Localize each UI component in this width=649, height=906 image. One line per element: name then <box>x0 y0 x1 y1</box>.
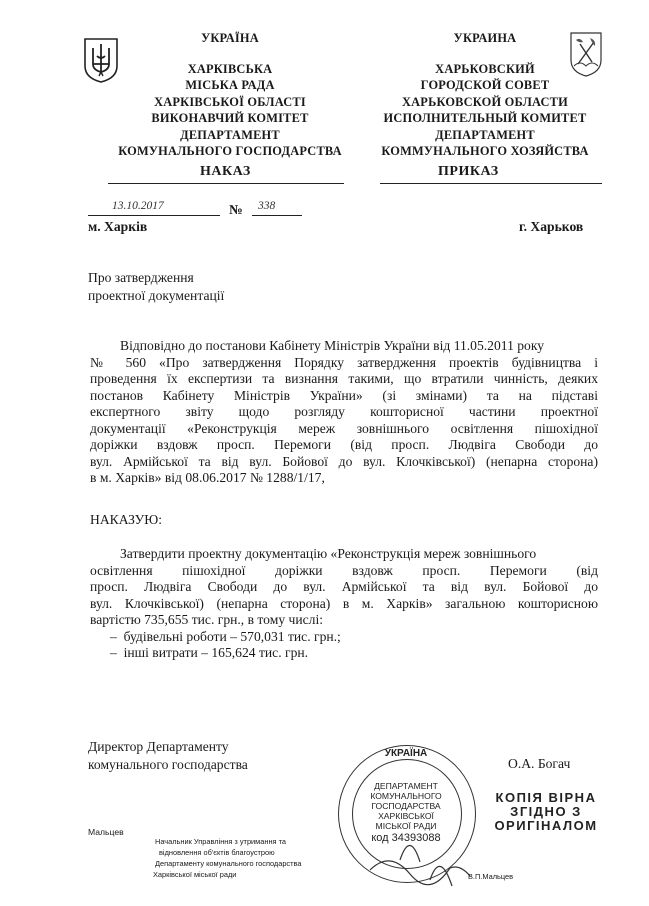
certifier-line: Начальник Управління з утримання та <box>155 837 287 846</box>
city-ua: м. Харків <box>88 219 148 234</box>
certifier-line: Харківської міської ради <box>153 870 237 879</box>
order-word: НАКАЗУЮ: <box>90 512 163 527</box>
preamble-line: в м. Харків» від 08.06.2017 № 1288/1/17, <box>90 470 325 485</box>
order-body <box>90 546 598 662</box>
doc-type-ru: ПРИКАЗ <box>438 164 499 179</box>
doc-type-ua: НАКАЗ <box>200 164 251 179</box>
stamp-line: ГОСПОДАРСТВА <box>371 801 441 811</box>
preamble <box>90 338 598 487</box>
header-right-country: УКРАИНА <box>453 31 517 45</box>
position-line: комунального господарства <box>88 757 248 772</box>
copy-stamp-line: ОРИГІНАЛОМ <box>494 818 598 833</box>
list-item <box>90 645 598 662</box>
stamp-code: код 34393088 <box>371 832 441 844</box>
header-left-line: ВИКОНАВЧИЙ КОМІТЕТ <box>151 111 309 125</box>
official-stamp <box>338 745 478 885</box>
body-line: Затвердити проектну документацію «Реконструкція мереж зовнішнього <box>120 546 537 561</box>
certifier-name: В.П.Мальцев <box>468 872 514 881</box>
subject-line: Про затвердження <box>88 270 194 285</box>
preamble-line: вул. Армійської та від вул. Бойової до вул. Клочківської) (непарна сторона) <box>90 453 598 469</box>
header-left-line: ХАРКІВСЬКОЇ ОБЛАСТІ <box>154 94 306 109</box>
preamble-line: № 560 «Про затвердження Порядку затвердження проектів будівництва і <box>90 354 598 370</box>
list-dash: – <box>110 645 117 660</box>
preamble-line: документації «Реконструкція мереж зовнішнього освітлення пішохідної <box>90 420 598 436</box>
date-underline <box>88 215 220 216</box>
preamble-line: проведення їх експертизи та визнання такими, що втратили чинність, деяких <box>90 371 598 386</box>
subject-line: проектної документації <box>88 288 225 303</box>
preamble-line: Відповідно до постанови Кабінету Міністрів України від 11.05.2011 року <box>120 338 545 353</box>
body-line: вул. Клочківської) (непарна сторона) в м. Харків» загальною кошторисною <box>90 595 598 611</box>
preamble-line: постанов Кабінету Міністрів України» (зі змінами) та на підставі <box>90 387 598 403</box>
certifier-line: Департаменту комунального господарства <box>155 859 302 868</box>
list-dash: – <box>110 628 117 644</box>
header-right-line: ГОРОДСКОЙ СОВЕТ <box>420 78 550 92</box>
header-left <box>110 30 350 160</box>
header-right-line: КОММУНАЛЬНОГО ХОЗЯЙСТВА <box>381 144 589 158</box>
header-left-line: КОМУНАЛЬНОГО ГОСПОДАРСТВА <box>118 144 342 158</box>
copy-stamp-line: ЗГІДНО З <box>510 804 582 819</box>
kharkiv-emblem-icon <box>568 30 604 78</box>
body-line: просп. Людвіга Свободи до вул. Армійської та від вул. Бойової до <box>90 579 598 594</box>
list-item-text: інші витрати – 165,624 тис. грн. <box>123 645 309 660</box>
preamble-line: експертного звіту щодо розгляду кошторисної частини проектної <box>90 404 598 419</box>
number-underline <box>252 215 302 216</box>
list-item <box>90 629 598 646</box>
divider <box>108 183 344 184</box>
position-line: Директор Департаменту <box>88 739 229 754</box>
divider <box>380 183 602 184</box>
body-line: освітлення пішохідної доріжки вздовж просп. Перемоги (від <box>90 562 598 578</box>
header-right-line: ИСПОЛНИТЕЛЬНЫЙ КОМИТЕТ <box>383 111 587 125</box>
header-left-line: ДЕПАРТАМЕНТ <box>180 127 280 142</box>
stamp-line: МІСЬКОЇ РАДИ <box>375 821 437 831</box>
body-line: вартістю 735,655 тис. грн., в тому числі: <box>90 612 323 627</box>
order-date: 13.10.2017 <box>112 200 164 212</box>
executor: Мальцев <box>88 827 124 837</box>
copy-certified-stamp <box>490 791 602 833</box>
signatory-name: О.А. Богач <box>508 756 571 771</box>
stamp-lines <box>356 781 456 843</box>
header-right-line: ХАРЬКОВСКИЙ <box>435 61 535 76</box>
header-left-line: ХАРКІВСЬКА <box>187 61 273 76</box>
header-right-line: ДЕПАРТАМЕНТ <box>435 127 535 142</box>
signatory-position <box>88 738 248 774</box>
header-left-country: УКРАЇНА <box>201 31 259 45</box>
certifier-block <box>145 836 301 880</box>
header-right-line: ХАРЬКОВСКОЙ ОБЛАСТИ <box>402 94 568 109</box>
list-item-text: будівельні роботи – 570,031 тис. грн.; <box>123 628 341 644</box>
stamp-line: КОМУНАЛЬНОГО <box>370 791 442 801</box>
city-ru: г. Харьков <box>519 219 584 234</box>
stamp-top: УКРАЇНА <box>384 748 428 759</box>
header-left-line: МІСЬКА РАДА <box>185 78 275 92</box>
copy-stamp-line: КОПІЯ ВІРНА <box>495 790 597 805</box>
order-number: 338 <box>258 200 276 212</box>
stamp-line: ХАРКІВСЬКОЇ <box>378 811 434 821</box>
preamble-line: доріжки вздовж просп. Перемоги (від просп. Людвіга Свободи до <box>90 437 598 452</box>
stamp-line: ДЕПАРТАМЕНТ <box>374 781 438 791</box>
number-sign: № <box>229 202 243 217</box>
subject <box>88 269 224 305</box>
certifier-line: відновлення об'єктів благоустрою <box>159 848 275 857</box>
